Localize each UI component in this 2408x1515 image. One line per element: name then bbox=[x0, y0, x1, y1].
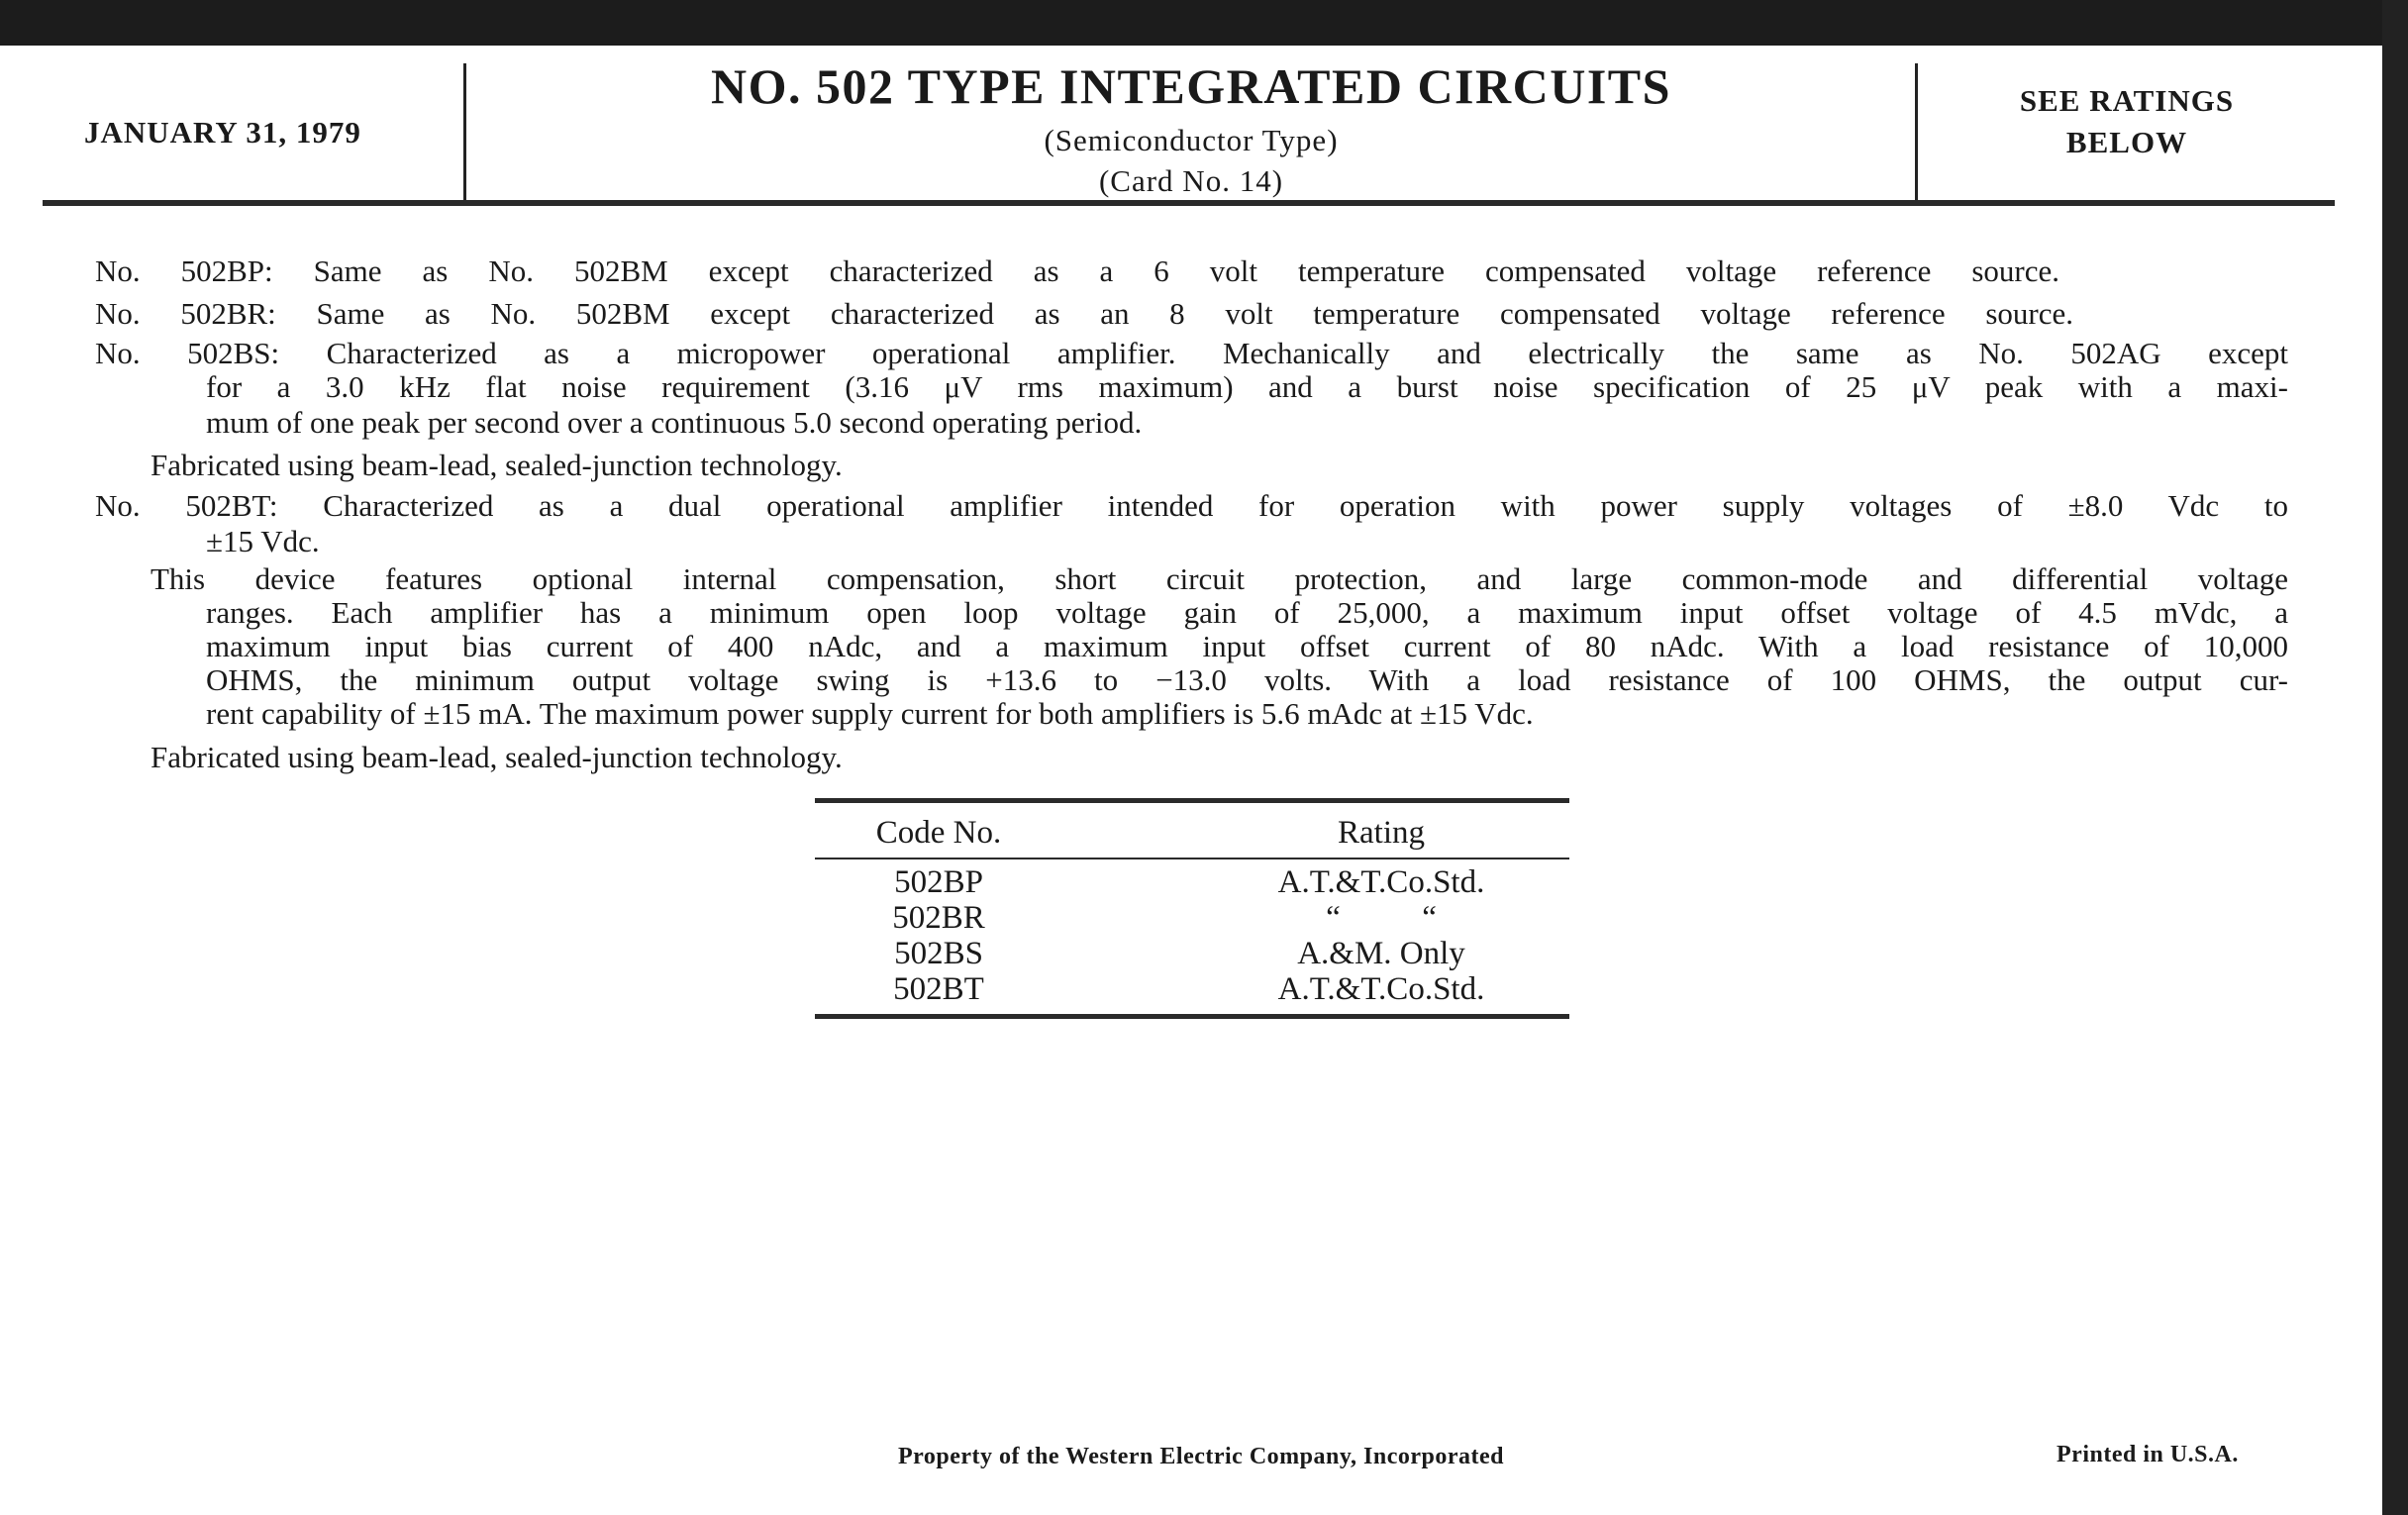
table-cell-code: 502BT bbox=[893, 971, 984, 1007]
table-cell-code: 502BS bbox=[894, 936, 983, 971]
entry-502bt-fabrication: Fabricated using beam-lead, sealed-junction technology. bbox=[150, 740, 843, 774]
entry-502bt-desc-line3: maximum input bias current of 400 nAdc, and a maximum input offset current of 80 nAdc. With a load resistance of 10,000 bbox=[206, 629, 2288, 663]
table-cell-rating: A.&M. Only bbox=[1297, 936, 1465, 971]
page-title: NO. 502 TYPE INTEGRATED CIRCUITS bbox=[711, 58, 1671, 114]
entry-502bt-line2: ±15 Vdc. bbox=[206, 524, 320, 558]
table-cell-code: 502BR bbox=[892, 900, 985, 936]
column-header-rating: Rating bbox=[1338, 815, 1425, 851]
see-ratings-line1: SEE RATINGS bbox=[2019, 83, 2235, 118]
entry-502bs-fabrication: Fabricated using beam-lead, sealed-junction technology. bbox=[150, 448, 843, 482]
table-bottom-rule bbox=[815, 1014, 1569, 1019]
header-rule bbox=[43, 200, 2335, 206]
entry-502bt-desc-line5: rent capability of ±15 mA. The maximum power supply current for both amplifiers is 5.6 mAdc at ±15 Vdc. bbox=[206, 696, 1534, 731]
footer-printed: Printed in U.S.A. bbox=[2057, 1442, 2239, 1467]
footer-property: Property of the Western Electric Company, Incorporated bbox=[898, 1444, 1505, 1469]
scan-right-border bbox=[2382, 0, 2408, 1515]
entry-502br: No. 502BR: Same as No. 502BM except characterized as an 8 volt temperature compensated voltage reference source. bbox=[95, 296, 2073, 331]
card-date: JANUARY 31, 1979 bbox=[84, 115, 361, 150]
entry-502bs-line2: for a 3.0 kHz flat noise requirement (3.16 μV rms maximum) and a burst noise specification of 25 μV peak with a maxi- bbox=[206, 369, 2288, 404]
entry-502bt-desc-line2: ranges. Each amplifier has a minimum open loop voltage gain of 25,000, a maximum input offset voltage of 4.5 mVdc, a bbox=[206, 595, 2288, 630]
entry-502bt-desc-line4: OHMS, the minimum output voltage swing is +13.6 to −13.0 volts. With a load resistance of 100 OHMS, the output cur- bbox=[206, 662, 2288, 697]
entry-502bp: No. 502BP: Same as No. 502BM except characterized as a 6 volt temperature compensated voltage reference source. bbox=[95, 253, 2059, 288]
table-cell-code: 502BP bbox=[894, 864, 983, 900]
table-top-rule bbox=[815, 798, 1569, 803]
page-subtitle: (Semiconductor Type) bbox=[1044, 123, 1339, 157]
header-divider-right bbox=[1915, 63, 1918, 200]
entry-502bt-desc-line1: This device features optional internal compensation, short circuit protection, and large common-mode and differential voltage bbox=[150, 561, 2288, 596]
entry-502bs-line1: No. 502BS: Characterized as a micropower operational amplifier. Mechanically and electrically the same as No. 502AG except bbox=[95, 336, 2288, 370]
column-header-code: Code No. bbox=[875, 815, 1002, 851]
entry-502bt-line1: No. 502BT: Characterized as a dual operational amplifier intended for operation with power supply voltages of ±8.0 Vdc to bbox=[95, 488, 2288, 523]
entry-502bs-line3: mum of one peak per second over a continuous 5.0 second operating period. bbox=[206, 405, 1143, 440]
card-number: (Card No. 14) bbox=[1098, 163, 1284, 198]
table-cell-rating: A.T.&T.Co.Std. bbox=[1277, 971, 1485, 1007]
table-header-rule bbox=[815, 858, 1569, 859]
see-ratings-line2: BELOW bbox=[2065, 125, 2188, 159]
scan-top-border bbox=[0, 0, 2408, 46]
table-cell-rating: A.T.&T.Co.Std. bbox=[1277, 864, 1485, 900]
table-cell-rating-ditto: “ “ bbox=[1326, 900, 1437, 936]
